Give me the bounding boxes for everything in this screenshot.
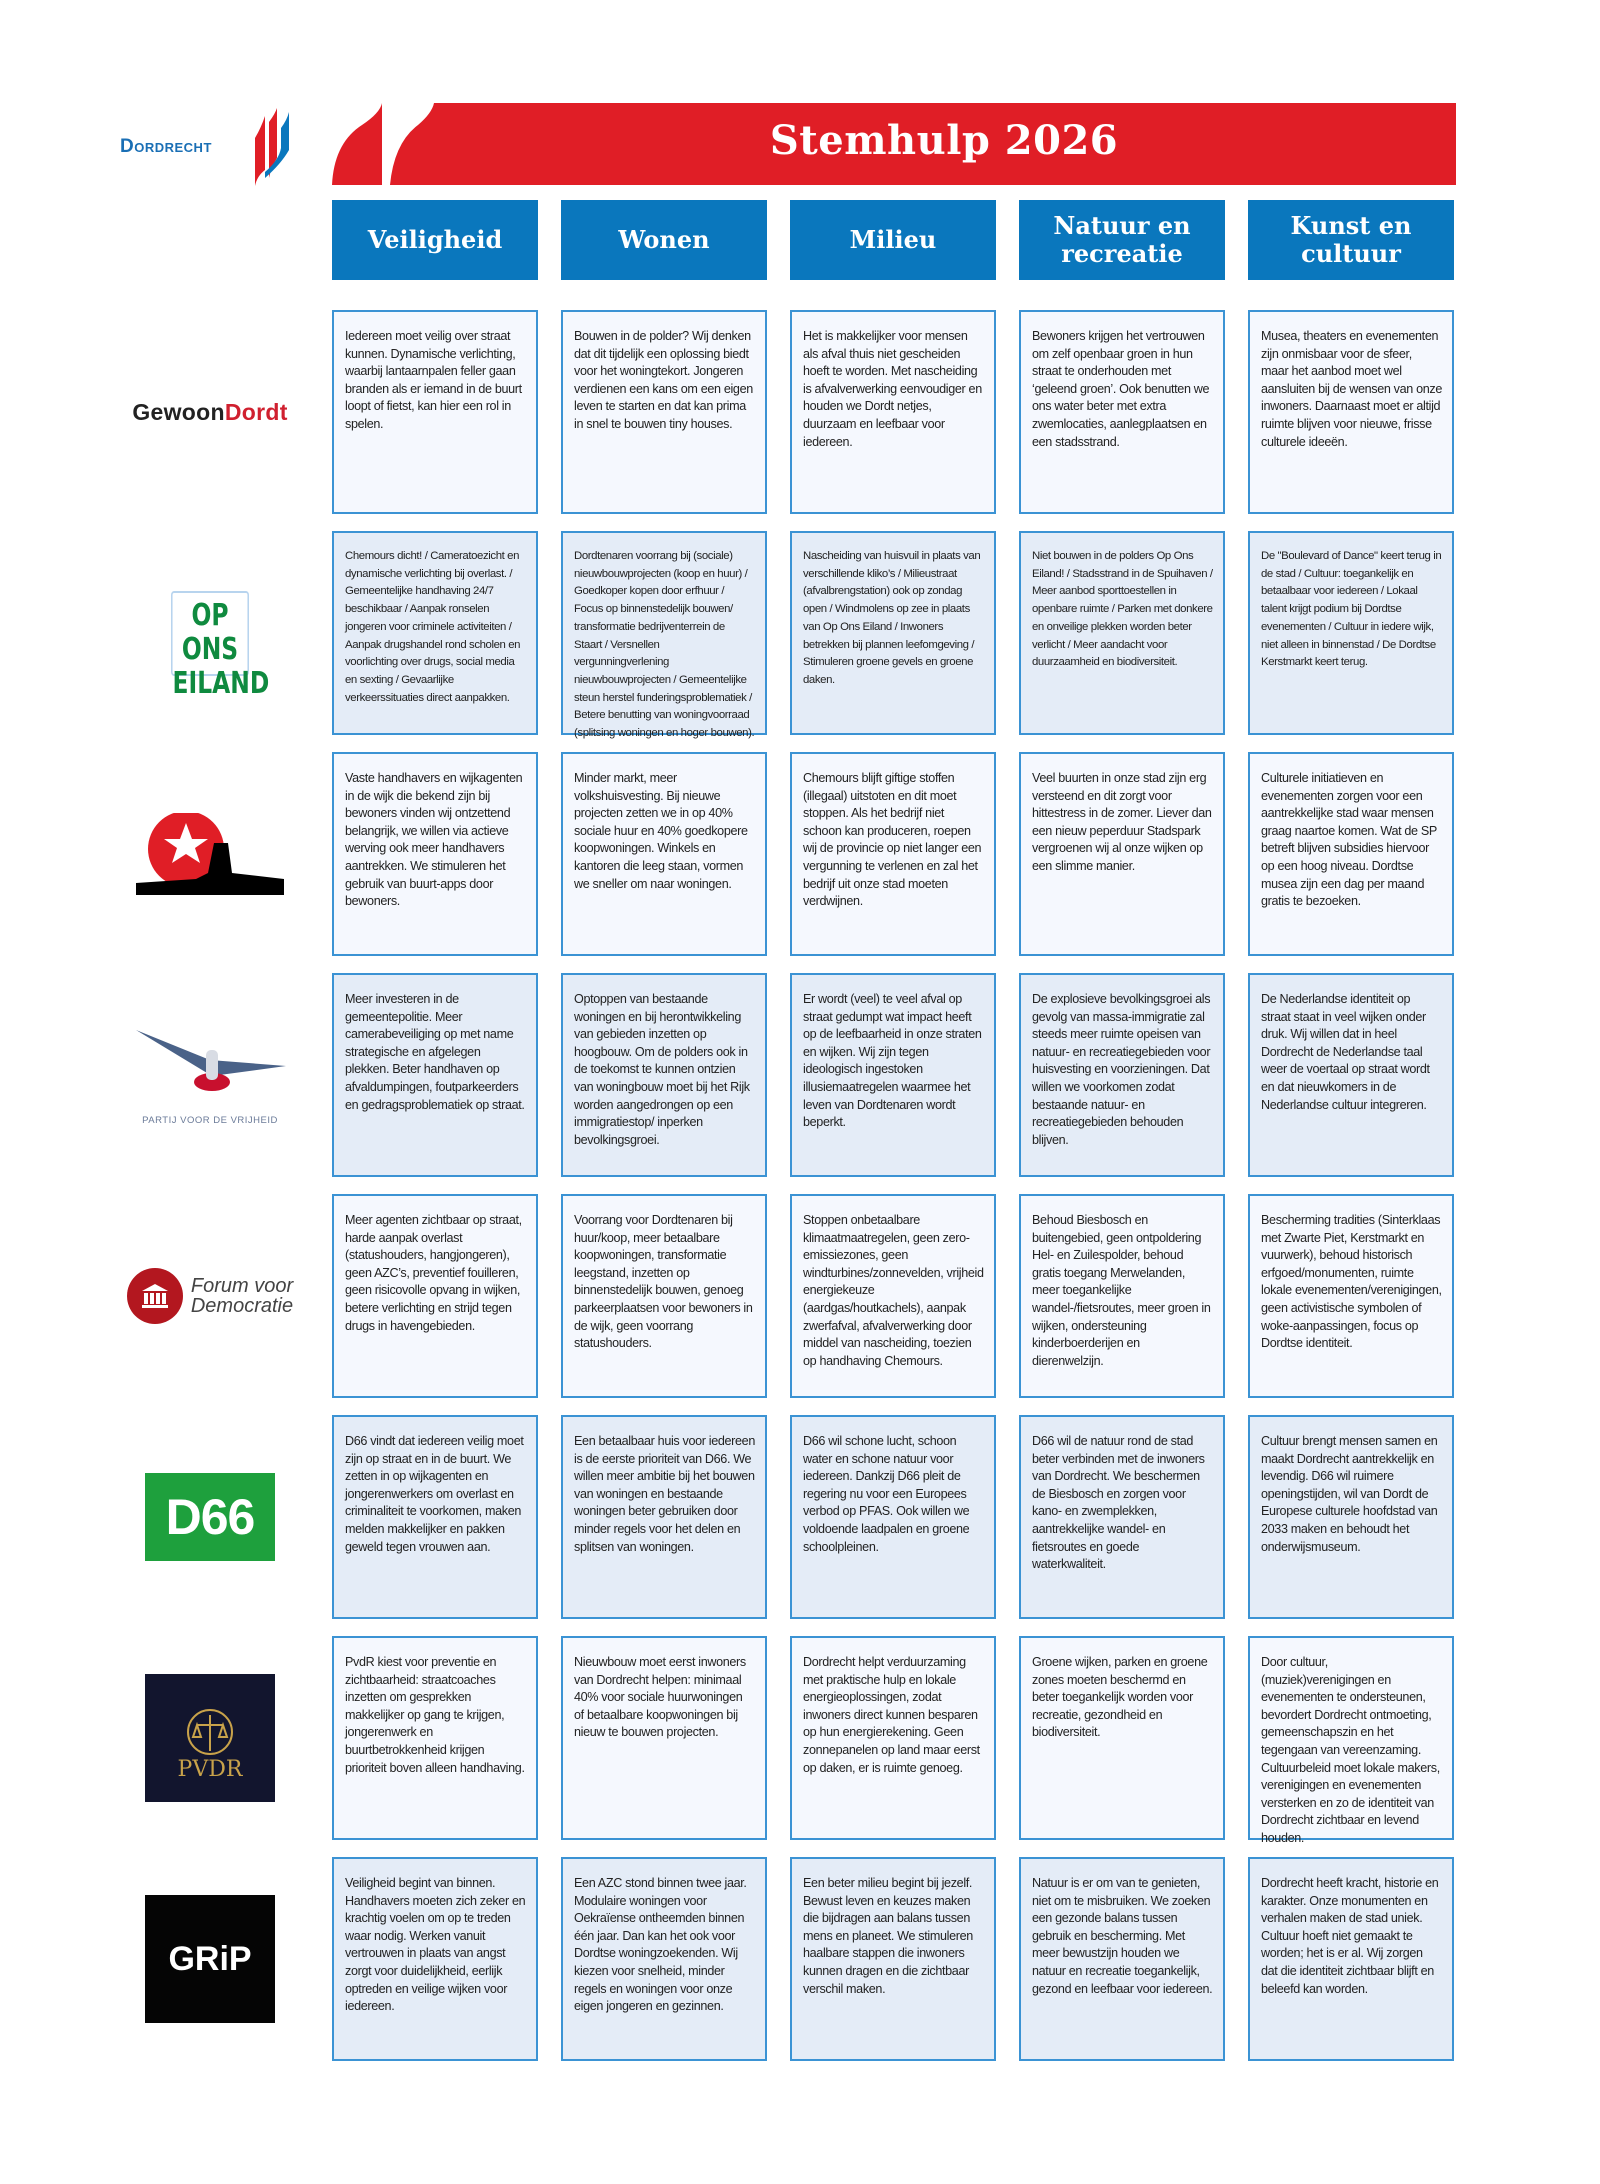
answer-cell-wonen: Minder markt, meer volkshuisvesting. Bij nieuwe projecten zetten we in op 40% sociale huur en 40% goedkopere koopwoningen. Winkels en kantoren die leeg staan, vormen we sneller om naar woningen.: [561, 752, 767, 956]
answer-cell-wonen: Dordtenaren voorrang bij (sociale) nieuwbouwprojecten (koop en huur) / Goedkoper kopen door erfhuur / Focus op binnenstedelijk bouwen/ transformatie bedrijventerrein de Staart / Versnellen vergunningverlening nieuwbouwprojecten / Gemeentelijke steun herstel funderingsproblematiek / Betere benutting van woningvoorraad (splitsing woningen en hoger bouwen).: [561, 531, 767, 735]
dordrecht-logo: [118, 108, 308, 188]
party-logo-op-ons-eiland: [115, 531, 305, 735]
logo-text: GRiP: [145, 1895, 275, 2023]
answer-cell-milieu: Nascheiding van huisvuil in plaats van verschillende kliko’s / Milieustraat (afvalbrengstation) ook op zondag open / Windmolens op zee in plaats van Op Ons Eiland / Inwoners betrekken bij plannen leefomgeving / Stimuleren groene gevels en groene daken.: [790, 531, 996, 735]
answer-cell-milieu: Stoppen onbetaalbare klimaatmaatregelen, geen zero-emissiezones, geen windturbines/zonnevelden, vrijheid energiekeuze (aardgas/houtkachels), aanpak zwerfafval, afvalverwerking door middel van nascheiding, toezien op handhaving Chemours.: [790, 1194, 996, 1398]
title-banner: [332, 103, 1456, 185]
answer-cell-veiligheid: Veiligheid begint van binnen. Handhavers moeten zich zeker en krachtig voelen om op te treden waar nodig. Werken vanuit vertrouwen in plaats van angst zorgt voor duidelijkheid, eerlijk optreden en veilige wijken voor iedereen.: [332, 1857, 538, 2061]
answer-cell-veiligheid: Chemours dicht! / Cameratoezicht en dynamische verlichting bij overlast. / Gemeentelijke handhaving 24/7 beschikbaar / Aanpak ronselen jongeren voor criminele activiteiten / Aanpak drugshandel rond scholen en voorlichting over drugs, social media en sexting / Gevaarlijke verkeerssituaties direct aanpakken.: [332, 531, 538, 735]
party-logo-gewoondordt: [115, 310, 305, 514]
dordrecht-flag-icon: [243, 108, 303, 188]
logo-text: D66: [145, 1473, 275, 1561]
logo-text: OP ONS: [181, 597, 239, 667]
answer-cell-natuur-en-recreatie: D66 wil de natuur rond de stad beter verbinden met de inwoners van Dordrecht. We beschermen de Biesbosch en zorgen voor kano- en zwemplekken, aantrekkelijke wandel- en fietsroutes en goede waterkwaliteit.: [1019, 1415, 1225, 1619]
column-header-milieu: Milieu: [790, 200, 996, 280]
logo-text: PVDR: [177, 1757, 243, 1782]
answer-cell-veiligheid: Iedereen moet veilig over straat kunnen. Dynamische verlichting, waarbij lantaarnpalen feller gaan branden als er iemand in de buurt loopt of fietst, kan hier een rol in spelen.: [332, 310, 538, 514]
party-logo-partij-voor-de-vrijheid: [115, 973, 305, 1177]
answer-cell-natuur-en-recreatie: Natuur is er om van te genieten, niet om te misbruiken. We zoeken een gezonde balans tussen gebruik en bescherming. Met meer bewustzijn houden we natuur en recreatie toegankelijk, gezond en leefbaar voor iedereen.: [1019, 1857, 1225, 2061]
logo-text: Gewoon: [132, 398, 225, 425]
answer-cell-natuur-en-recreatie: Niet bouwen in de polders Op Ons Eiland! / Stadsstrand in de Spuihaven / Meer aanbod sporttoestellen in openbare ruimte / Parken met donkere en onveilige plekken worden beter verlicht / Meer aandacht voor duurzaamheid en biodiversiteit.: [1019, 531, 1225, 735]
answer-cell-natuur-en-recreatie: Groene wijken, parken en groene zones moeten beschermd en beter toegankelijk worden voor recreatie, gezondheid en biodiversiteit.: [1019, 1636, 1225, 1840]
answer-cell-kunst-en-cultuur: Cultuur brengt mensen samen en maakt Dordrecht aantrekkelijk en levendig. D66 wil ruimere openingstijden, wil van Dordt de Europese culturele hoofdstad van 2033 maken en behoudt het onderwijsmuseum.: [1248, 1415, 1454, 1619]
answer-cell-wonen: Bouwen in de polder? Wij denken dat dit tijdelijk een oplossing biedt voor het woningtekort. Jongeren verdienen een kans om een eigen leven te starten en dat kan prima in snel te bouwen tiny houses.: [561, 310, 767, 514]
page-title: Stemhulp 2026: [769, 117, 1119, 164]
answer-cell-milieu: Chemours blijft giftige stoffen (illegaal) uitstoten en dit moet stoppen. Als het bedrijf niet schoon kan produceren, roepen wij de provincie op niet langer een vergunning te verlenen en zal het bedrijf uit onze stad moeten verdwijnen.: [790, 752, 996, 956]
answer-cell-veiligheid: Vaste handhavers en wijkagenten in de wijk die bekend zijn bij bewoners vinden wij ontzettend belangrijk, we willen via actieve werving ook meer handhavers aantrekken. We stimuleren het gebruik van buurt-apps door bewoners.: [332, 752, 538, 956]
answer-cell-milieu: Het is makkelijker voor mensen als afval thuis niet gescheiden hoeft te worden. Met nascheiding is afvalverwerking eenvoudiger en houden we Dordt netjes, duurzaam en leefbaar voor iedereen.: [790, 310, 996, 514]
answer-cell-kunst-en-cultuur: De Nederlandse identiteit op straat staat in veel wijken onder druk. Wij willen dat in heel Dordrecht de Nederlandse taal weer de voertaal op straat wordt en dat nieuwkomers in de Nederlandse cultuur integreren.: [1248, 973, 1454, 1177]
answer-cell-wonen: Een betaalbaar huis voor iedereen is de eerste prioriteit van D66. We willen meer ambitie bij het bouwen van woningen en bestaande woningen beter gebruiken door minder regels voor het delen en splitsen van woningen.: [561, 1415, 767, 1619]
party-logo-forum-voor-democratie: [115, 1194, 305, 1398]
answer-cell-kunst-en-cultuur: Musea, theaters en evenementen zijn onmisbaar voor de sfeer, maar het aanbod moet wel aansluiten bij de wensen van onze inwoners. Daarnaast moet er altijd ruimte blijven voor nieuwe, frisse culturele ideeën.: [1248, 310, 1454, 514]
party-logo-grip: [115, 1857, 305, 2061]
pvv-seagull-icon: [130, 1020, 290, 1100]
answer-cell-wonen: Voorrang voor Dordtenaren bij huur/koop, meer betaalbare koopwoningen, transformatie leegstand, inzetten op binnenstedelijk bouwen, genoeg parkeerplaatsen voor bewoners in de wijk, geen voorrang statushouders.: [561, 1194, 767, 1398]
logo-text: Dordt: [224, 398, 288, 425]
answer-cell-natuur-en-recreatie: Behoud Biesbosch en buitengebied, geen ontpoldering Hel- en Zuilespolder, behoud gratis toegang Merwelanden, meer toegankelijke wandel-/fietsroutes, meer groen in wijken, ondersteuning kinderboerderijen en dierenwelzijn.: [1019, 1194, 1225, 1398]
answer-cell-wonen: Nieuwbouw moet eerst inwoners van Dordrecht helpen: minimaal 40% voor sociale huurwoningen of betaalbare koopwoningen bij nieuw te bouwen projecten.: [561, 1636, 767, 1840]
answer-cell-natuur-en-recreatie: Bewoners krijgen het vertrouwen om zelf openbaar groen in hun straat te onderhouden met ‘geleend groen’. Ook benutten we ons water beter met extra zwemlocaties, aanlegplaatsen en een stadsstrand.: [1019, 310, 1225, 514]
answer-cell-natuur-en-recreatie: De explosieve bevolkingsgroei als gevolg van massa-immigratie zal steeds meer ruimte opeisen van natuur- en recreatiegebieden voor huisvesting en voorzieningen. Dat willen we voorkomen zodat bestaande natuur- en recreatiegebieden behouden blijven.: [1019, 973, 1225, 1177]
logo-text: Forum voor: [190, 1275, 294, 1297]
answer-cell-wonen: Een AZC stond binnen twee jaar. Modulaire woningen voor Oekraïense ontheemden binnen één jaar. Dan kan het ook voor Dordtse woningzoekenden. Wij kiezen voor snelheid, minder regels en woningen voor onze eigen jongeren en gezinnen.: [561, 1857, 767, 2061]
logo-text: PARTIJ VOOR DE VRIJHEID: [142, 1115, 278, 1126]
answer-cell-kunst-en-cultuur: Culturele initiatieven en evenementen zorgen voor een aantrekkelijke stad waar mensen graag naartoe komen. Wat de SP betreft blijven subsidies hiervoor op een hoog niveau. Dordtse musea zijn een dag per maand gratis te bezoeken.: [1248, 752, 1454, 956]
dordrecht-wordmark: Dordrecht: [120, 136, 212, 157]
column-header-natuur-en-recreatie: Natuur en recreatie: [1019, 200, 1225, 280]
fvd-temple-icon: [127, 1268, 183, 1324]
party-logo-sp: [115, 752, 305, 956]
column-header-wonen: Wonen: [561, 200, 767, 280]
answer-cell-milieu: Een beter milieu begint bij jezelf. Bewust leven en keuzes maken die bijdragen aan balans tussen mens en planeet. We stimuleren haalbare stappen die inwoners kunnen dragen en die zichtbaar verschil maken.: [790, 1857, 996, 2061]
answer-cell-veiligheid: Meer agenten zichtbaar op straat, harde aanpak overlast (statushouders, hangjongeren), geen AZC’s, preventief fouilleren, geen risicovolle opvang in wijken, betere verlichting en strijd tegen drugs in havengebieden.: [332, 1194, 538, 1398]
answer-cell-kunst-en-cultuur: Dordrecht heeft kracht, historie en karakter. Onze monumenten en verhalen maken de stad uniek. Cultuur hoeft niet gemaakt te worden; het is er al. Wij zorgen dat die identiteit zichtbaar blijft en beleefd kan worden.: [1248, 1857, 1454, 2061]
logo-text: Democratie: [190, 1295, 294, 1317]
answer-cell-kunst-en-cultuur: Bescherming tradities (Sinterklaas met Zwarte Piet, Kerstmarkt en vuurwerk), behoud historisch erfgoed/monumenten, ruimte lokale evenementen/verenigingen, geen activistische symbolen of woke-aanpassingen, focus op Dordtse identiteit.: [1248, 1194, 1454, 1398]
answer-cell-wonen: Optoppen van bestaande woningen en bij herontwikkeling van gebieden inzetten op hoogbouw. Om de polders ook in de toekomst te kunnen ontzien van woningbouw moet bij het Rijk worden aangedrongen op een immigratiestop/ inperken bevolkingsgroei.: [561, 973, 767, 1177]
pvdr-justice-icon: [185, 1707, 235, 1757]
answer-cell-milieu: Er wordt (veel) te veel afval op straat gedumpt wat impact heeft op de leefbaarheid in onze straten en wijken. Wij zijn tegen ideologisch ingestoken illusiemaatregelen waarmee het leven van Dordtenaren wordt beperkt.: [790, 973, 996, 1177]
answer-cell-milieu: D66 wil schone lucht, schoon water en schone natuur voor iedereen. Dankzij D66 pleit de regering nu voor een Europees verbod op PFAS. Ook willen we voldoende laadpalen en groene schoolpleinen.: [790, 1415, 996, 1619]
answer-cell-natuur-en-recreatie: Veel buurten in onze stad zijn erg versteend en dit zorgt voor hittestress in de zomer. Liever dan een nieuw peperduur Stadspark vergroenen wij al onze wijken op een slimme manier.: [1019, 752, 1225, 956]
column-header-veiligheid: Veiligheid: [332, 200, 538, 280]
answer-cell-kunst-en-cultuur: De "Boulevard of Dance" keert terug in de stad / Cultuur: toegankelijk en betaalbaar voor iedereen / Lokaal talent krijgt podium bij Dordtse evenementen / Cultuur in iedere wijk, niet alleen in binnenstad / De Dordtse Kerstmarkt keert terug.: [1248, 531, 1454, 735]
answer-cell-veiligheid: Meer investeren in de gemeentepolitie. Meer camerabeveiliging op met name strategische en afgelegen plekken. Beter handhaven op afvaldumpingen, foutparkeerders en gedragsproblematiek op straat.: [332, 973, 538, 1177]
logo-text: EILAND: [172, 665, 270, 701]
answer-cell-milieu: Dordrecht helpt verduurzaming met praktische hulp en lokale energieoplossingen, zodat inwoners direct kunnen besparen op hun energierekening. Geen zonnepanelen op land maar eerst op daken, er is ruimte genoeg.: [790, 1636, 996, 1840]
answer-cell-kunst-en-cultuur: Door cultuur, (muziek)verenigingen en evenementen te ondersteunen, bevordert Dordrecht ontmoeting, gemeenschapszin en het tegengaan van vereenzaming. Cultuurbeleid moet lokale makers, verenigingen en evenementen versterken en zo de identiteit van Dordrecht zichtbaar en levend houden.: [1248, 1636, 1454, 1840]
column-header-kunst-en-cultuur: Kunst en cultuur: [1248, 200, 1454, 280]
answer-cell-veiligheid: D66 vindt dat iedereen veilig moet zijn op straat en in de buurt. We zetten in op wijkagenten en jongerenwerkers om overlast en criminaliteit te voorkomen, maken melden makkelijker en pakken geweld tegen vrouwen aan.: [332, 1415, 538, 1619]
sp-tomato-icon: [136, 813, 284, 895]
party-logo-pvdr: [115, 1636, 305, 1840]
answer-cell-veiligheid: PvdR kiest voor preventie en zichtbaarheid: straatcoaches inzetten om gesprekken makkelijker op gang te krijgen, jongerenwerk en buurtbetrokkenheid krijgen prioriteit boven alleen handhaving.: [332, 1636, 538, 1840]
party-logo-d66: [115, 1415, 305, 1619]
